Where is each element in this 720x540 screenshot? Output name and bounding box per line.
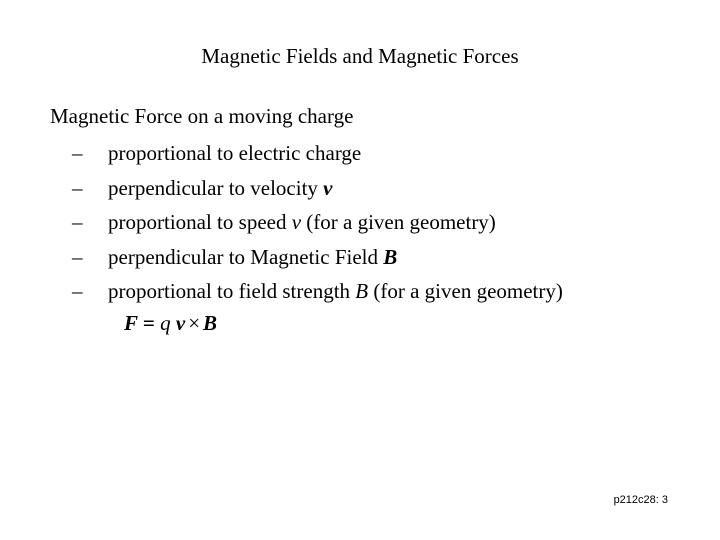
bullet-text-suffix: (for a given geometry): [368, 279, 563, 303]
formula-velocity: v: [175, 311, 186, 335]
bullet-text-suffix: (for a given geometry): [301, 210, 496, 234]
speed-symbol: v: [291, 210, 302, 234]
bullet-dash: –: [72, 210, 83, 234]
bullet-dash: –: [72, 141, 83, 165]
formula-equals: =: [142, 311, 155, 335]
slide-title: Magnetic Fields and Magnetic Forces: [201, 44, 519, 68]
formula-field: B: [203, 311, 218, 335]
force-formula: [124, 309, 217, 337]
formula-charge: q: [160, 311, 171, 335]
bullet-item: [72, 205, 563, 240]
bullet-list: [72, 136, 563, 309]
bullet-dash: –: [72, 175, 83, 200]
bullet-text: perpendicular to Magnetic Field: [108, 244, 384, 269]
bullet-item: [72, 136, 563, 171]
bullet-dash: –: [72, 244, 83, 269]
velocity-symbol: v: [323, 175, 333, 200]
field-vector-symbol: B: [383, 244, 398, 269]
field-strength-symbol: B: [355, 279, 369, 303]
slide-footer: p212c28: 3: [613, 494, 668, 506]
bullet-item: [72, 171, 563, 206]
bullet-text: proportional to speed: [108, 210, 292, 234]
bullet-text: proportional to electric charge: [108, 141, 362, 165]
formula-cross: ×: [188, 311, 201, 335]
bullet-item: [72, 274, 563, 309]
bullet-item: [72, 240, 563, 275]
bullet-dash: –: [72, 279, 83, 303]
formula-force: F: [124, 311, 138, 335]
section-heading: Magnetic Force on a moving charge: [50, 104, 354, 128]
bullet-text: proportional to field strength: [108, 279, 356, 303]
bullet-text: perpendicular to velocity: [108, 175, 324, 200]
